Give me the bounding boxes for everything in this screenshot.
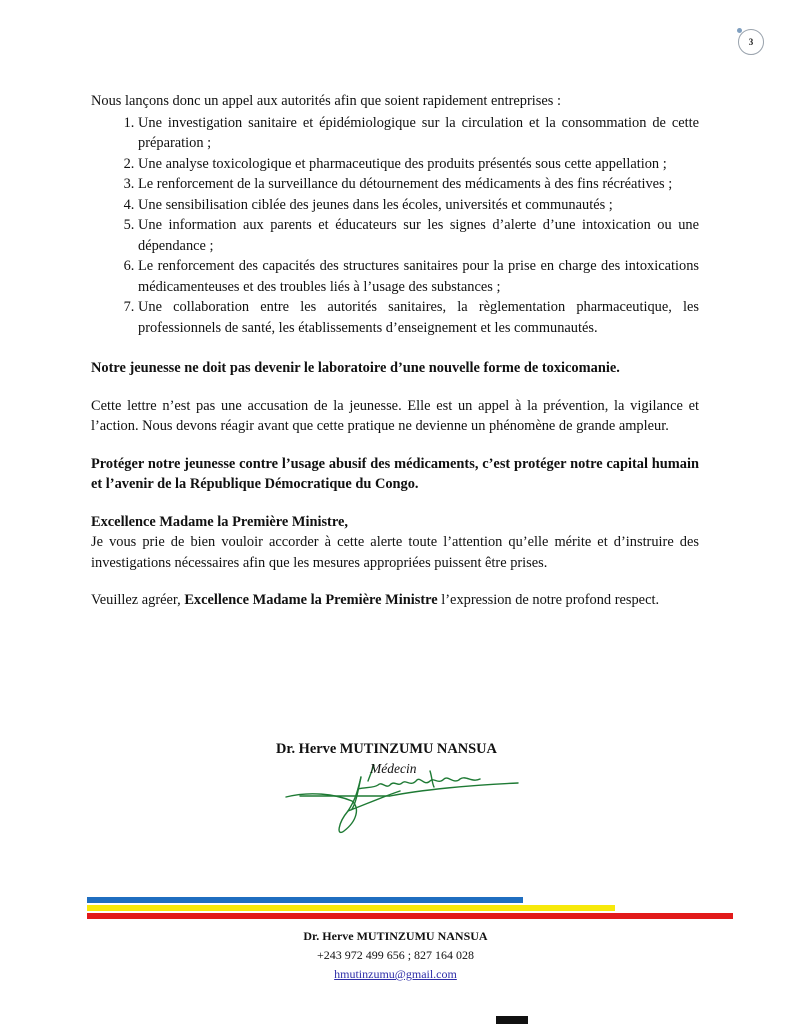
page-number: 3 <box>738 29 764 55</box>
list-item: 7. Une collaboration entre les autorités sanitaires, la règlementation pharmaceutique, les professionnels de santé, les établissements d’enseignement et les communautés. <box>138 297 699 338</box>
intro-paragraph: Nous lançons donc un appel aux autorités afin que soient rapidement entreprises : <box>91 93 561 109</box>
statement-youth: Protéger notre jeunesse contre l’usage abusif des médicaments, c’est protéger notre capital humain et l’avenir de la République Démocratique du Congo. <box>91 455 699 492</box>
list-item: 2. Une analyse toxicologique et pharmaceutique des produits présentés sous cette appellation ; <box>138 154 699 175</box>
flag-bar-red <box>87 913 733 919</box>
list-item: 1. Une investigation sanitaire et épidémiologique sur la circulation et la consommation de cette préparation ; <box>138 113 699 154</box>
closing-bold: Excellence Madame la Première Ministre <box>184 592 438 608</box>
footer-phone: +243 972 499 656 ; 827 164 028 <box>316 948 475 962</box>
flag-bar-yellow <box>87 905 615 911</box>
letter-body <box>91 91 699 611</box>
signature-block <box>240 741 560 841</box>
list-item: 5. Une information aux parents et éducateurs sur les signes d’alerte d’une intoxication ou une dépendance ; <box>138 215 699 256</box>
list-item: 6. Le renforcement des capacités des structures sanitaires pour la prise en charge des intoxications médicamenteuses et des troubles liés à l’usage des substances ; <box>138 256 699 297</box>
statement-heading: Notre jeunesse ne doit pas devenir le laboratoire d’une nouvelle forme de toxicomanie. <box>91 360 620 376</box>
flag-bar-blue <box>87 897 523 903</box>
footer-name: Dr. Herve MUTINZUMU NANSUA <box>303 929 488 943</box>
paragraph-request: Je vous prie de bien vouloir accorder à cette alerte toute l’attention qu’elle mérite et d’instruire des investigations nécessaires afin que les mesures appropriées puissent être prises. <box>91 534 699 571</box>
paragraph-prevention: Cette lettre n’est pas une accusation de la jeunesse. Elle est un appel à la prévention, la vigilance et l’action. Nous devons réagir avant que cette pratique ne devienne un phénomène de grande ampleur. <box>91 397 699 434</box>
signature-role: Médecin <box>370 761 417 776</box>
recommendations-list <box>91 113 699 339</box>
footer-email-link[interactable]: hmutinzumu@gmail.com <box>334 967 457 981</box>
closing-paragraph <box>91 590 699 611</box>
salutation: Excellence Madame la Première Ministre, <box>91 513 348 530</box>
list-item: 3. Le renforcement de la surveillance du détournement des médicaments à des fins récréatives ; <box>138 174 699 195</box>
closing-after: l’expression de notre profond respect. <box>437 592 660 608</box>
closing-before: Veuillez agréer, <box>91 592 185 608</box>
page-edge-marker <box>496 1016 528 1024</box>
letterhead-footer <box>0 927 791 984</box>
signature-name: Dr. Herve MUTINZUMU NANSUA <box>276 741 497 757</box>
list-item: 4. Une sensibilisation ciblée des jeunes dans les écoles, universités et communautés ; <box>138 195 699 216</box>
